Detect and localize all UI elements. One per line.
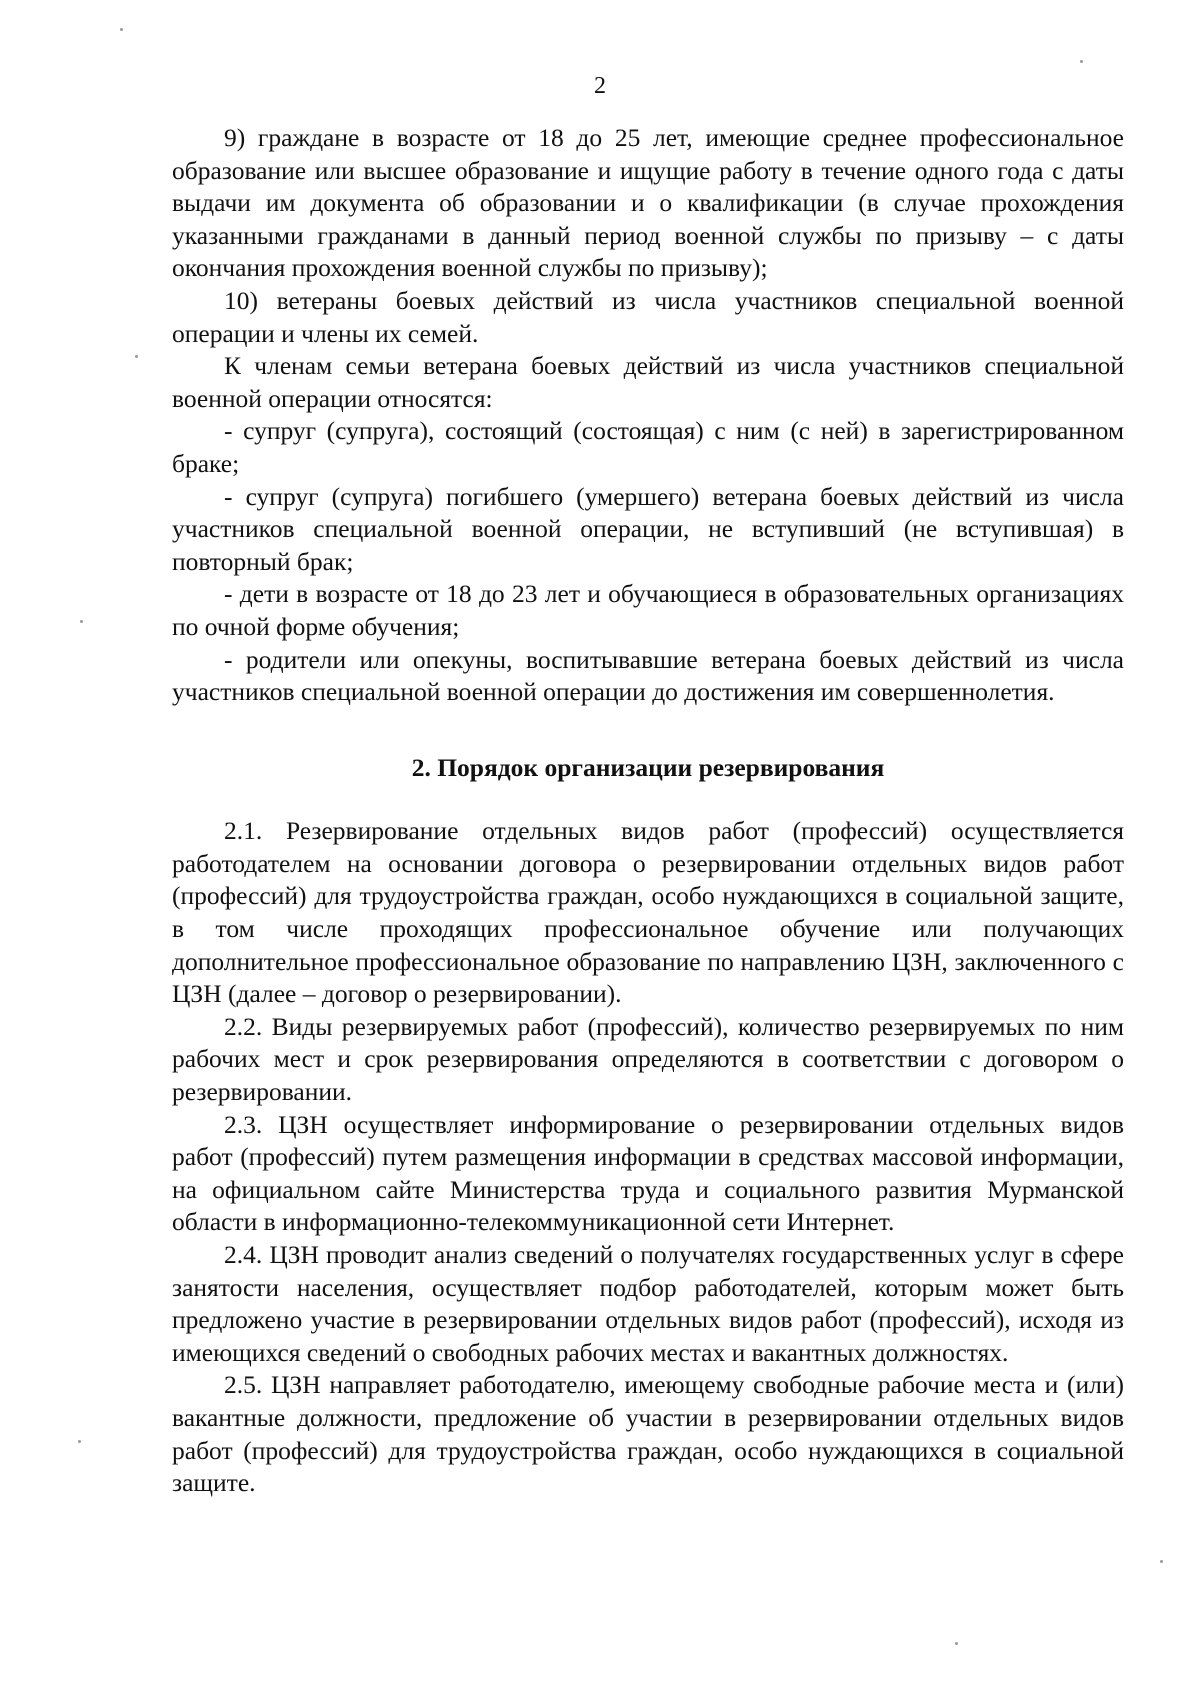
scan-speck [1080, 60, 1083, 63]
page-number: 2 [594, 73, 606, 99]
scan-speck [135, 355, 138, 358]
paragraph-family-members-intro: К членам семьи ветерана боевых действий из числа участников специальной военной операции относятся: [172, 351, 1124, 413]
paragraph-parents: - родители или опекуны, воспитывавшие ветерана боевых действий из числа участников специальной военной операции до достижения им совершеннолетия. [172, 644, 1124, 707]
scan-speck [1160, 1560, 1163, 1563]
section-heading: 2. Порядок организации резервирования [411, 752, 885, 782]
paragraph-spouse: - супруг (супруга), состоящий (состоящая) с ним (с ней) в зарегистрированном браке; [172, 416, 1124, 478]
scan-speck [955, 1642, 958, 1645]
paragraph-2-5: 2.5. ЦЗН направляет работодателю, имеющему свободные рабочие места и (или) вакантные должности, предложение об участии в резервировании отдельных видов работ (профессий) для трудоустройства граждан, особо нуждающихся в социальной защите. [172, 1370, 1124, 1498]
paragraph-2-3: 2.3. ЦЗН осуществляет информирование о резервировании отдельных видов работ (профессий) путем размещения информации в средствах массовой информации, на официальном сайте Министерства труда и социального развития Мурманской области в информационно-телекоммуникационной сети Интернет. [172, 1109, 1124, 1237]
paragraph-item-9: 9) граждане в возрасте от 18 до 25 лет, имеющие среднее профессиональное образование или высшее образование и ищущие работу в течение одного года с даты выдачи им документа об образовании и о квалификации (в случае прохождения указанными гражданами в данный период военной службы по призыву – с даты окончания прохождения военной службы по призыву); [172, 123, 1124, 283]
paragraph-widowed-spouse: - супруг (супруга) погибшего (умершего) ветерана боевых действий из числа участников специальной военной операции, не вступивший (не вступившая) в повторный брак; [172, 481, 1124, 576]
document-body [172, 122, 1124, 1500]
paragraph-children: - дети в возрасте от 18 до 23 лет и обучающиеся в образовательных организациях по очной форме обучения; [172, 579, 1124, 641]
scan-speck [78, 1440, 81, 1443]
scan-speck [80, 620, 83, 623]
scan-speck [120, 28, 123, 31]
paragraph-2-1: 2.1. Резервирование отдельных видов работ (профессий) осуществляется работодателем на основании договора о резервировании отдельных видов работ (профессий) для трудоустройства граждан, особо нуждающихся в социальной защите, в том числе проходящих профессиональное обучение или получающих дополнительное профессиональное образование по направлению ЦЗН, заключенного с ЦЗН (далее – договор о резервировании). [172, 816, 1124, 1009]
paragraph-2-4: 2.4. ЦЗН проводит анализ сведений о получателях государственных услуг в сфере занятости населения, осуществляет подбор работодателей, которым может быть предложено участие в резервировании отдельных видов работ (профессий), исходя из имеющихся сведений о свободных рабочих местах и вакантных должностях. [172, 1240, 1124, 1367]
paragraph-2-2: 2.2. Виды резервируемых работ (профессий), количество резервируемых по ним рабочих мест и срок резервирования определяются в соответствии с договором о резервировании. [172, 1011, 1124, 1107]
paragraph-item-10: 10) ветераны боевых действий из числа участников специальной военной операции и члены их семей. [172, 285, 1124, 348]
